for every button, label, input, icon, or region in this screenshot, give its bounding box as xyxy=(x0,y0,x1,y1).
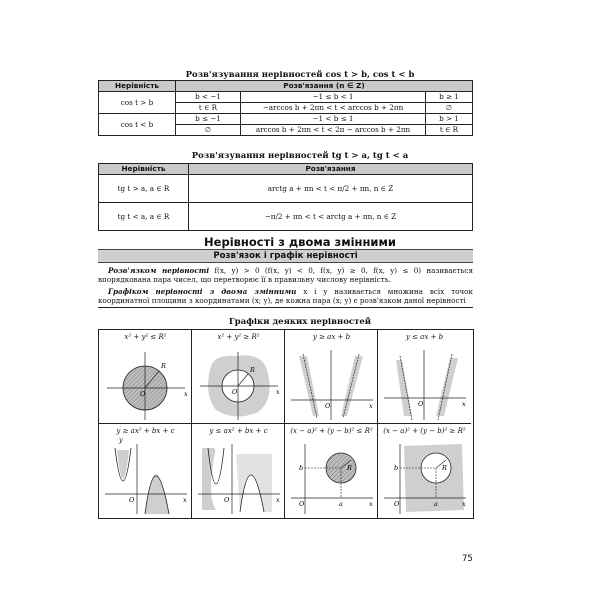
table-cell: ∅ xyxy=(426,103,473,114)
svg-text:x: x xyxy=(276,388,280,396)
table-cell: ∅ xyxy=(176,125,241,136)
table-cell: t ∈ R xyxy=(176,103,241,114)
divider xyxy=(98,307,473,308)
svg-text:a: a xyxy=(339,500,343,508)
svg-text:b: b xyxy=(299,464,304,472)
table-cell: −1 < b ≤ 1 xyxy=(241,114,426,125)
svg-text:O: O xyxy=(129,496,135,504)
cos-header-solution: Розв'язання (n ∈ Z) xyxy=(176,81,473,92)
graph-disk-outside xyxy=(192,330,285,424)
svg-text:O: O xyxy=(325,402,331,410)
graph-label: x² + y² ≤ R² xyxy=(124,333,167,341)
cos-table-caption: Розв'язування нерівностей cos t > b, cos t < b xyxy=(185,70,415,80)
svg-text:x: x xyxy=(184,390,188,398)
graphs-grid xyxy=(98,329,474,519)
graph-circle-shifted-outside xyxy=(378,424,471,518)
table-cell: tg t < a, a ∈ R xyxy=(99,203,189,231)
subsection-title: Розв'язок і графік нерівності xyxy=(98,249,473,263)
table-cell: cos t < b xyxy=(99,114,176,136)
graph-label: (x − a)² + (y − b)² ≥ R² xyxy=(383,427,466,435)
radius-label: R xyxy=(161,362,166,370)
section-title: Нерівності з двома змінними xyxy=(204,235,396,249)
svg-text:R: R xyxy=(250,366,255,374)
table-cell: −π/2 + πn < t < arctg a + πn, n ∈ Z xyxy=(189,203,473,231)
definition-text-2: x і y називається множина всіх точок координатної площини з координатами (x; y), де кожна пара (x; y) є розв'язком даної нерівності xyxy=(98,287,474,306)
definition-paragraph-2 xyxy=(98,287,473,305)
table-cell: b ≥ 1 xyxy=(426,92,473,103)
table-cell: arccos b + 2πn < t < 2π − arccos b + 2πn xyxy=(241,125,426,136)
svg-text:y: y xyxy=(119,436,123,444)
graph-halfplane-below xyxy=(378,330,471,424)
graph-disk-inside xyxy=(99,330,192,424)
svg-text:O: O xyxy=(299,500,305,508)
graph-halfplane-above xyxy=(285,330,378,424)
graph-circle-shifted-inside xyxy=(285,424,378,518)
cos-header-inequality: Нерівність xyxy=(99,81,176,92)
graph-parabola-above xyxy=(99,424,192,518)
svg-text:a: a xyxy=(434,500,438,508)
graph-label: y ≥ ax² + bx + c xyxy=(116,427,175,435)
tg-header-solution: Розв'язання xyxy=(189,164,473,175)
svg-text:x: x xyxy=(369,402,373,410)
graph-label: y ≤ ax + b xyxy=(405,333,444,341)
svg-text:b: b xyxy=(394,464,399,472)
svg-text:O: O xyxy=(224,496,230,504)
table-cell: b ≤ −1 xyxy=(176,114,241,125)
definition-term-2: Графіком нерівності з двома змінними xyxy=(108,287,297,296)
table-cell: cos t > b xyxy=(99,92,176,114)
cos-table xyxy=(98,80,473,136)
page-number: 75 xyxy=(462,554,473,564)
table-cell: −1 ≤ b < 1 xyxy=(241,92,426,103)
definition-text-1: f(x, y) > 0 (f(x, y) < 0, f(x, y) ≥ 0, f(x, y) ≤ 0) називається впорядкована пара чисел, що перетворює її в правильну числову нерівність. xyxy=(98,266,473,285)
table-cell: −arccos b + 2πn < t < arccos b + 2πn xyxy=(241,103,426,114)
definition-term-1: Розв'язком нерівності xyxy=(108,266,210,275)
graph-label: (x − a)² + (y − b)² ≤ R² xyxy=(290,427,373,435)
table-cell: b < −1 xyxy=(176,92,241,103)
origin-label: O xyxy=(140,390,146,398)
table-cell: b > 1 xyxy=(426,114,473,125)
table-cell: t ∈ R xyxy=(426,125,473,136)
table-cell: tg t > a, a ∈ R xyxy=(99,175,189,203)
graph-parabola-below xyxy=(192,424,285,518)
svg-text:x: x xyxy=(183,496,187,504)
graph-label: y ≤ ax² + bx + c xyxy=(209,427,268,435)
svg-text:x: x xyxy=(276,496,280,504)
graph-label: x² + y² ≥ R² xyxy=(217,333,260,341)
svg-text:O: O xyxy=(418,400,424,408)
svg-text:R: R xyxy=(442,464,447,472)
svg-text:x: x xyxy=(369,500,373,508)
graphs-caption: Графіки деяких нерівностей xyxy=(228,317,372,327)
svg-text:x: x xyxy=(462,400,466,408)
svg-text:O: O xyxy=(394,500,400,508)
svg-text:R: R xyxy=(347,464,352,472)
svg-text:x: x xyxy=(462,500,466,508)
graph-label: y ≥ ax + b xyxy=(312,333,351,341)
tg-table-caption: Розв'язування нерівностей tg t > a, tg t < a xyxy=(191,151,409,161)
tg-header-inequality: Нерівність xyxy=(99,164,189,175)
table-cell: arctg a + πn < t < π/2 + πn, n ∈ Z xyxy=(189,175,473,203)
svg-text:O: O xyxy=(232,388,238,396)
definition-paragraph-1 xyxy=(98,266,473,284)
tg-table xyxy=(98,163,473,231)
